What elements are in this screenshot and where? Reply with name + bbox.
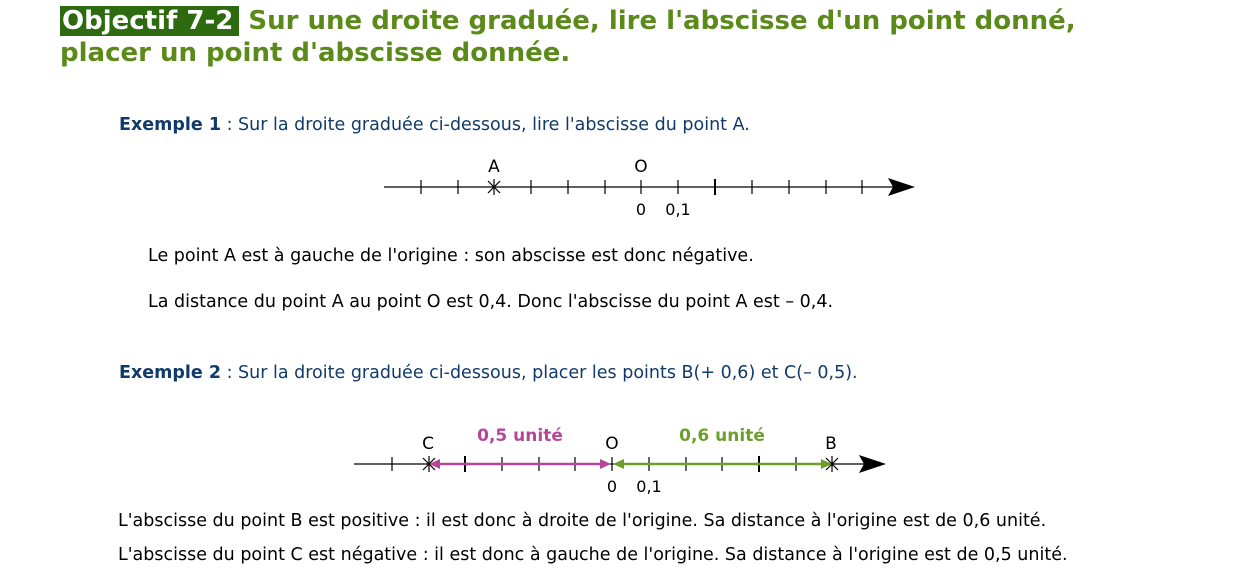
distance-label-right: 0,6 unité bbox=[679, 426, 765, 446]
arrowhead-right-icon bbox=[821, 459, 832, 469]
example2-axis bbox=[354, 426, 886, 496]
distance-label-left: 0,5 unité bbox=[477, 426, 563, 446]
example2-label: Exemple 2 bbox=[119, 363, 222, 383]
point-a-label: A bbox=[488, 157, 500, 177]
arrowhead-right-icon bbox=[600, 459, 611, 469]
tick-label-zero: 0 bbox=[606, 477, 618, 496]
arrowhead-left-icon bbox=[429, 459, 440, 469]
example2-instruction: : Sur la droite graduée ci-dessous, placer les points B(+ 0,6) et C(– 0,5). bbox=[221, 363, 858, 383]
tick-label-unit: 0,1 bbox=[636, 477, 662, 496]
example1-label: Exemple 1 bbox=[119, 115, 222, 135]
title-text-1: Sur une droite graduée, lire l'abscisse d'un point donné, bbox=[248, 6, 1076, 36]
arrowhead-left-icon bbox=[613, 459, 624, 469]
origin-label: O bbox=[605, 434, 619, 454]
objective-badge: Objectif 7-2 bbox=[60, 6, 239, 36]
example2-paragraph-2: L'abscisse du point C est négative : il est donc à gauche de l'origine. Sa distance à l'origine est de 0,5 unité. bbox=[118, 545, 1068, 565]
title-line-2: placer un point d'abscisse donnée. bbox=[60, 38, 571, 68]
point-b-label: B bbox=[825, 434, 837, 454]
origin-label: O bbox=[634, 157, 648, 177]
tick-label-zero: 0 bbox=[635, 200, 647, 219]
tick-label-unit: 0,1 bbox=[665, 200, 691, 219]
example1-paragraph-1: Le point A est à gauche de l'origine : son abscisse est donc négative. bbox=[148, 246, 754, 266]
distance-arrow-purple bbox=[429, 459, 611, 469]
example1-instruction: : Sur la droite graduée ci-dessous, lire l'abscisse du point A. bbox=[221, 115, 750, 135]
example2-paragraph-1: L'abscisse du point B est positive : il est donc à droite de l'origine. Sa distance à l'origine est de 0,6 unité. bbox=[118, 511, 1047, 531]
point-c-label: C bbox=[422, 434, 434, 454]
example1-paragraph-2: La distance du point A au point O est 0,4. Donc l'abscisse du point A est – 0,4. bbox=[148, 292, 834, 312]
